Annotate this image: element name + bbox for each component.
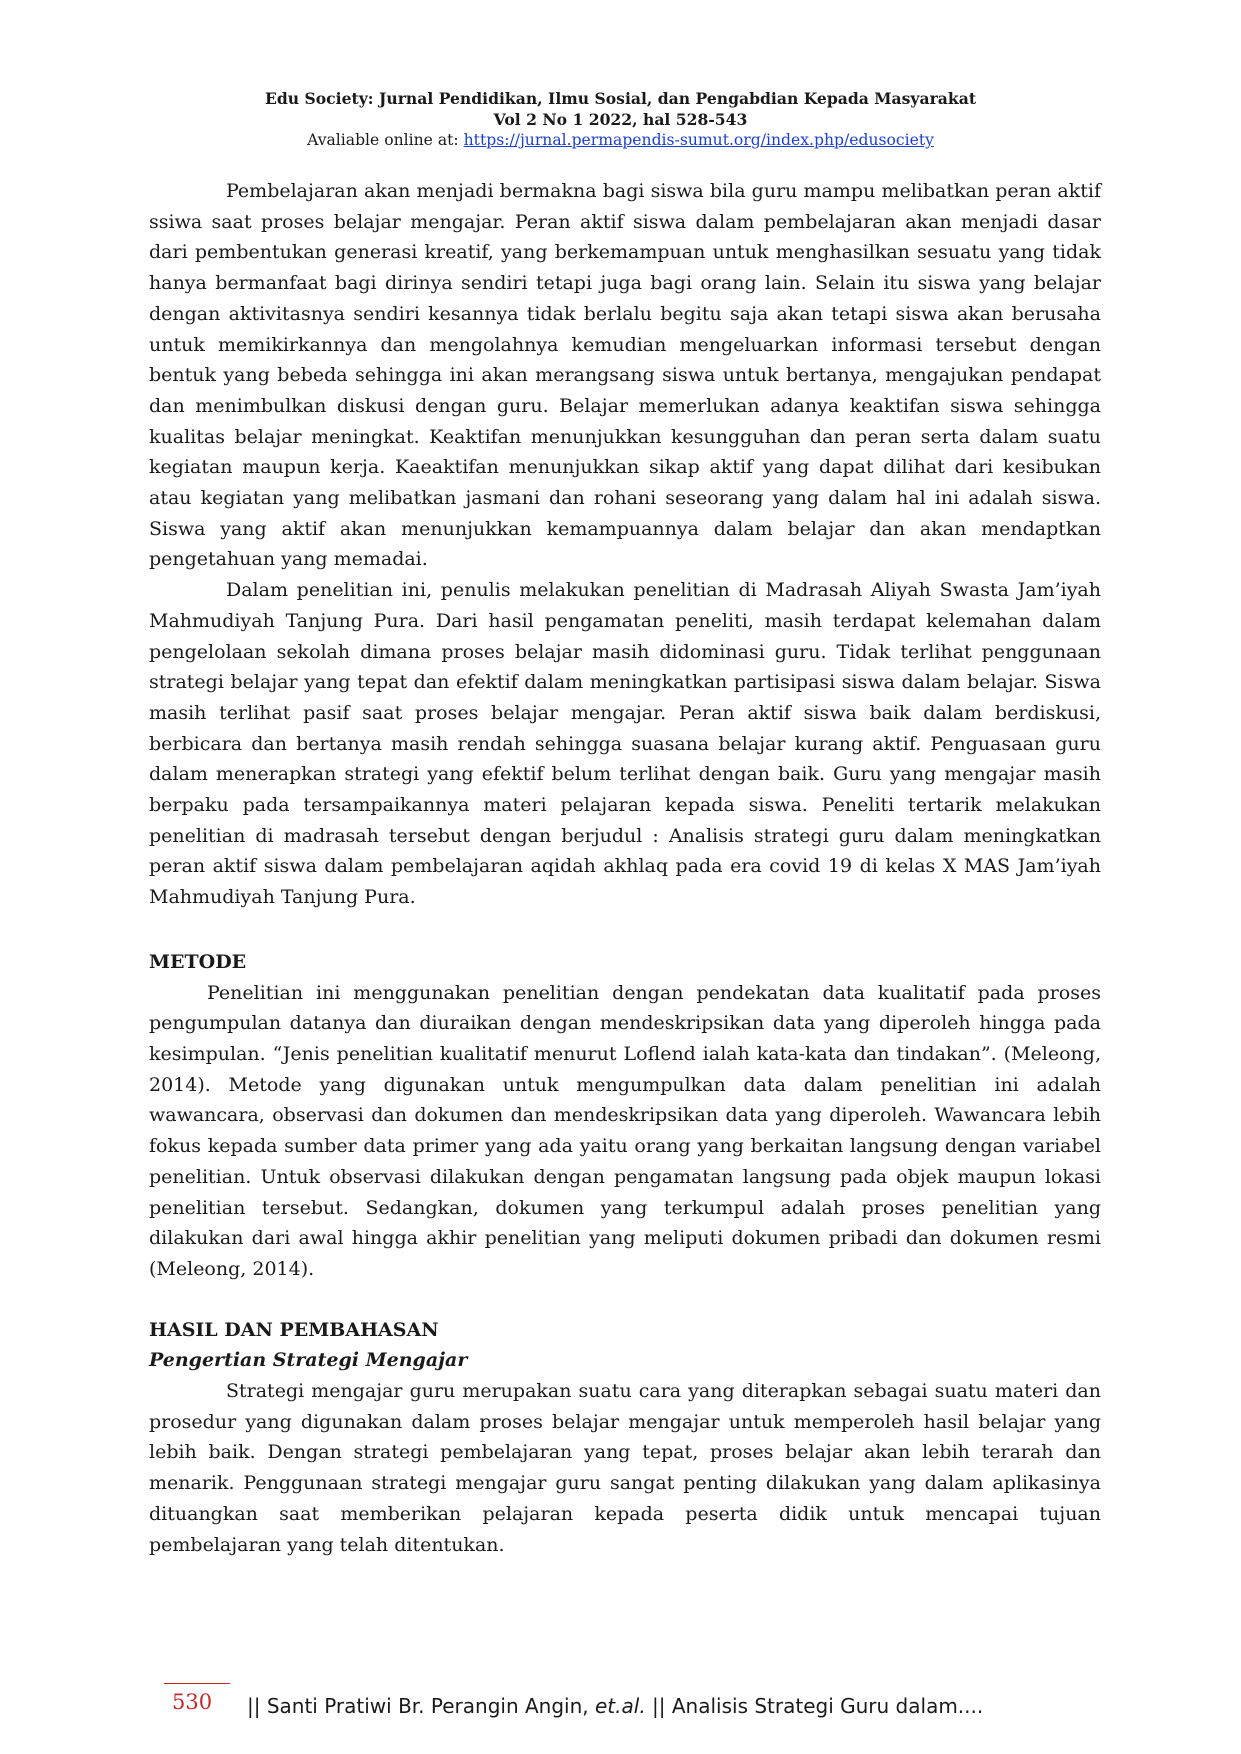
paragraph-2: Dalam penelitian ini, penulis melakukan penelitian di Madrasah Aliyah Swasta Jam’iyah Mahmudiyah Tanjung Pura. Dari hasil pengamatan peneliti, masih terdapat kelemahan dalam pengelolaan sekolah dimana proses belajar masih didominasi guru. Tidak terlihat penggunaan strategi belajar yang tepat dan efektif dalam meningkatkan partisipasi siswa dalam belajar. Siswa masih terlihat pasif saat proses belajar mengajar. Peran aktif siswa baik dalam berdiskusi, berbicara dan bertanya masih rendah sehingga suasana belajar kurang aktif. Penguasaan guru dalam menerapkan strategi yang efektif belum terlihat dengan baik. Guru yang mengajar masih berpaku pada tersampaikannya materi pelajaran kepada siswa. Peneliti tertarik melakukan penelitian di madrasah tersebut dengan berjudul : Analisis strategi guru dalam meningkatkan peran aktif siswa dalam pembelajaran aqidah akhlaq pada era covid 19 di kelas X MAS Jam’iyah Mahmudiyah Tanjung Pura. xyxy=(149,579,1101,909)
online-availability xyxy=(0,130,1241,151)
footer-short-title: || Analisis Strategi Guru dalam.... xyxy=(645,1694,984,1718)
paragraph-hasil: Strategi mengajar guru merupakan suatu cara yang diterapkan sebagai suatu materi dan prosedur yang digunakan dalam proses belajar mengajar untuk memperoleh hasil belajar yang lebih baik. Dengan strategi pembelajaran yang tepat, proses belajar akan lebih terarah dan menarik. Penggunaan strategi mengajar guru sangat penting dilakukan yang dalam aplikasinya dituangkan saat memberikan pelajaran kepada peserta didik untuk mencapai tujuan pembelajaran yang telah ditentukan. xyxy=(149,1380,1101,1556)
article-body xyxy=(149,176,1101,1560)
section-title-hasil: HASIL DAN PEMBAHASAN xyxy=(149,1318,439,1341)
journal-url-link[interactable]: https://jurnal.permapendis-sumut.org/index.php/edusociety xyxy=(463,131,934,149)
journal-header xyxy=(0,88,1241,151)
footer-etal: et.al. xyxy=(595,1694,646,1718)
journal-volume: Vol 2 No 1 2022, hal 528-543 xyxy=(493,110,748,129)
footer-divider xyxy=(164,1683,230,1684)
journal-title: Edu Society: Jurnal Pendidikan, Ilmu Sosial, dan Pengabdian Kepada Masyarakat xyxy=(264,89,977,108)
paragraph-1: Pembelajaran akan menjadi bermakna bagi siswa bila guru mampu melibatkan peran aktif ssiwa saat proses belajar mengajar. Peran aktif siswa dalam pembelajaran akan menjadi dasar dari pembentukan generasi kreatif, yang berkemampuan untuk menghasilkan sesuatu yang tidak hanya bermanfaat bagi dirinya sendiri tetapi juga bagi orang lain. Selain itu siswa yang belajar dengan aktivitasnya sendiri kesannya tidak berlalu begitu saja akan tetapi siswa akan berusaha untuk memikirkannya dan mengolahnya kemudian mengeluarkan informasi tersebut dengan bentuk yang bebeda sehingga ini akan merangsang siswa untuk bertanya, mengajukan pendapat dan menimbulkan diskusi dengan guru. Belajar memerlukan adanya keaktifan siswa sehingga kualitas belajar meningkat. Keaktifan menunjukkan kesungguhan dan peran serta dalam suatu kegiatan maupun kerja. Kaeaktifan menunjukkan sikap aktif yang dapat dilihat dari kesibukan atau kegiatan yang melibatkan jasmani dan rohani seseorang yang dalam hal ini adalah siswa. Siswa yang aktif akan menunjukkan kemampuannya dalam belajar dan akan mendaptkan pengetahuan yang memadai. xyxy=(149,180,1101,571)
section-title-metode: METODE xyxy=(149,950,247,973)
subsection-title: Pengertian Strategi Mengajar xyxy=(149,1349,468,1372)
running-footer xyxy=(247,1694,983,1718)
online-prefix: Avaliable online at: xyxy=(307,131,464,149)
paragraph-metode: Penelitian ini menggunakan penelitian dengan pendekatan data kualitatif pada proses pengumpulan datanya dan diuraikan dengan mendeskripsikan data yang diperoleh hingga pada kesimpulan. “Jenis penelitian kualitatif menurut Loflend ialah kata-kata dan tindakan”. (Meleong, 2014). Metode yang digunakan untuk mengumpulkan data dalam penelitian ini adalah wawancara, observasi dan dokumen dan mendeskripsikan data yang diperoleh. Wawancara lebih fokus kepada sumber data primer yang ada yaitu orang yang berkaitan langsung dengan variabel penelitian. Untuk observasi dilakukan dengan pengamatan langsung pada objek maupun lokasi penelitian tersebut. Sedangkan, dokumen yang terkumpul adalah proses penelitian yang dilakukan dari awal hingga akhir penelitian yang meliputi dokumen pribadi dan dokumen resmi (Meleong, 2014). xyxy=(149,981,1101,1280)
page-number: 530 xyxy=(172,1690,213,1714)
footer-authors: || Santi Pratiwi Br. Perangin Angin, xyxy=(247,1694,595,1718)
